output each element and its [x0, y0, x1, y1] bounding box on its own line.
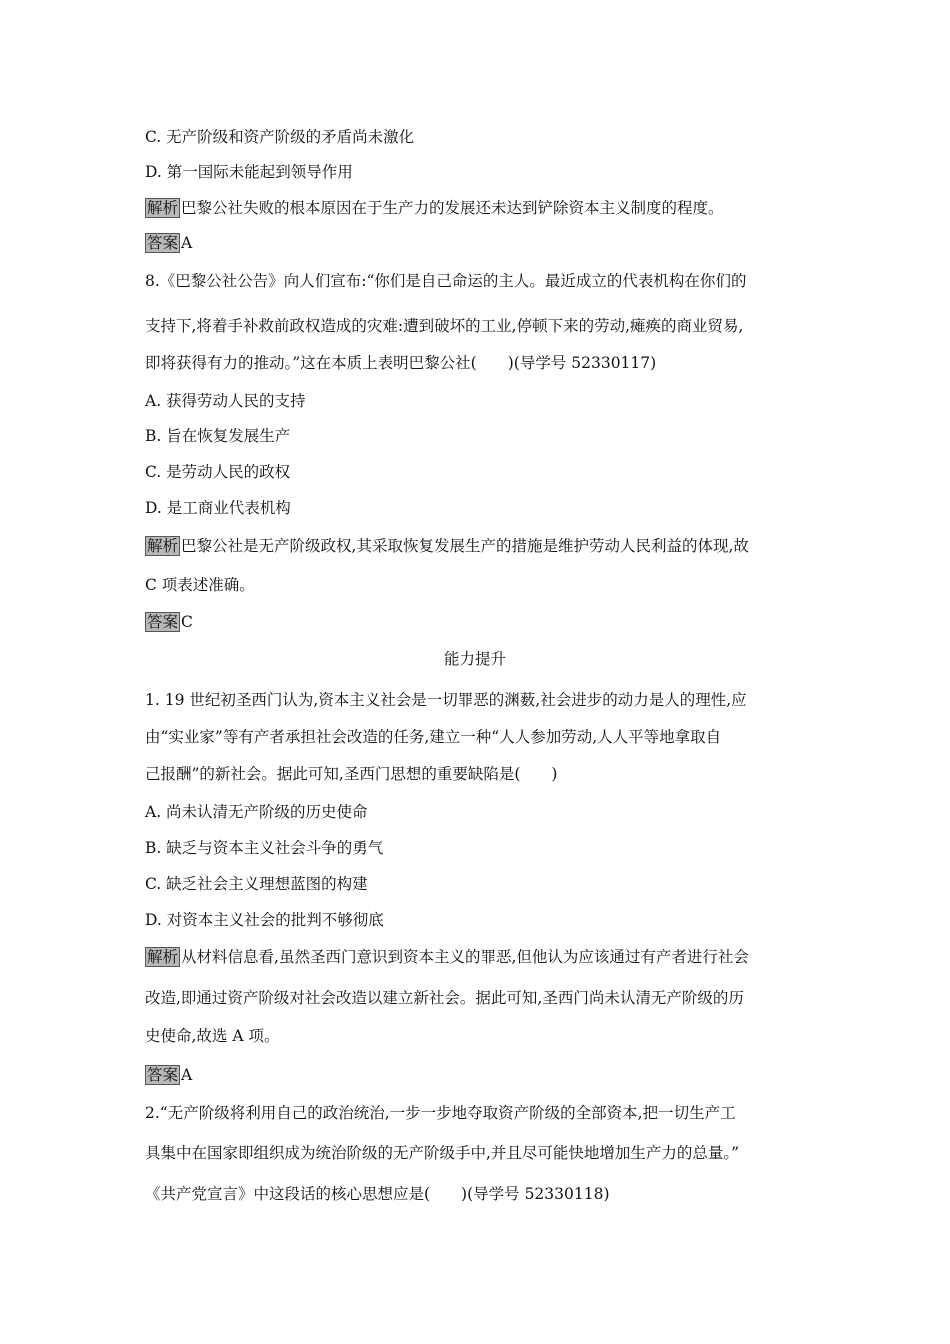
- answer-value: A: [181, 1066, 193, 1084]
- answer-value: C: [181, 613, 193, 631]
- section-title: 能力提升: [443, 650, 506, 668]
- p1-analysis: [145, 947, 749, 967]
- p1-option-c: C. 缺乏社会主义理想蓝图的构建: [145, 875, 368, 893]
- q8-option-d: D. 是工商业代表机构: [145, 499, 291, 517]
- answer-label: 答案: [147, 613, 179, 631]
- answer-value: A: [181, 234, 193, 252]
- analysis-text: 巴黎公社是无产阶级政权,其采取恢复发展生产的措施是维护劳动人民利益的体现,故: [181, 537, 749, 555]
- q7-analysis: [145, 198, 724, 218]
- p2-stem-line-3: 《共产党宣言》中这段话的核心思想应是( )(导学号 52330118): [145, 1185, 610, 1203]
- answer-label: 答案: [147, 234, 179, 252]
- analysis-label: 解析: [147, 537, 179, 555]
- answer-label: 答案: [147, 1066, 179, 1084]
- q8-stem-line-3: 即将获得有力的推动。”这在本质上表明巴黎公社( )(导学号 52330117): [145, 354, 657, 372]
- q8-answer: [145, 612, 193, 632]
- q8-option-c: C. 是劳动人民的政权: [145, 463, 291, 481]
- analysis-label: 解析: [147, 948, 179, 966]
- p1-stem-line-3: 己报酬”的新社会。据此可知,圣西门思想的重要缺陷是( ): [145, 765, 558, 783]
- p2-stem-line-1: 2.“无产阶级将利用自己的政治统治,一步一步地夺取资产阶级的全部资本,把一切生产工: [145, 1104, 736, 1122]
- q8-option-a: A. 获得劳动人民的支持: [145, 392, 306, 410]
- analysis-label: 解析: [147, 199, 179, 217]
- q8-stem-line-2: 支持下,将着手补救前政权造成的灾难:遭到破坏的工业,停顿下来的劳动,瘫痪的商业贸易,: [145, 317, 744, 335]
- q7-option-c: C. 无产阶级和资产阶级的矛盾尚未激化: [145, 128, 415, 146]
- p1-analysis-line-3: 史使命,故选 A 项。: [145, 1027, 280, 1045]
- p1-option-d: D. 对资本主义社会的批判不够彻底: [145, 911, 384, 929]
- p1-answer: [145, 1065, 192, 1085]
- q7-answer: [145, 233, 192, 253]
- p1-option-b: B. 缺乏与资本主义社会斗争的勇气: [145, 839, 384, 857]
- q8-analysis: [145, 536, 749, 556]
- p1-analysis-line-2: 改造,即通过资产阶级对社会改造以建立新社会。据此可知,圣西门尚未认清无产阶级的历: [145, 989, 744, 1007]
- p2-stem-line-2: 具集中在国家即组织成为统治阶级的无产阶级手中,并且尽可能快地增加生产力的总量。”: [145, 1144, 740, 1162]
- q8-stem-line-1: 8.《巴黎公社公告》向人们宣布:“你们是自己命运的主人。最近成立的代表机构在你们的: [145, 272, 747, 290]
- p1-stem-line-1: 1. 19 世纪初圣西门认为,资本主义社会是一切罪恶的渊薮,社会进步的动力是人的理性,应: [145, 691, 747, 709]
- q7-option-d: D. 第一国际未能起到领导作用: [145, 163, 353, 181]
- analysis-text: 巴黎公社失败的根本原因在于生产力的发展还未达到铲除资本主义制度的程度。: [181, 199, 724, 217]
- q8-option-b: B. 旨在恢复发展生产: [145, 427, 291, 445]
- analysis-text: 从材料信息看,虽然圣西门意识到资本主义的罪恶,但他认为应该通过有产者进行社会: [181, 948, 749, 966]
- q8-analysis-line-2: C 项表述准确。: [145, 576, 255, 594]
- p1-option-a: A. 尚未认清无产阶级的历史使命: [145, 803, 368, 821]
- p1-stem-line-2: 由“实业家”等有产者承担社会改造的任务,建立一种“人人参加劳动,人人平等地拿取自: [145, 728, 722, 746]
